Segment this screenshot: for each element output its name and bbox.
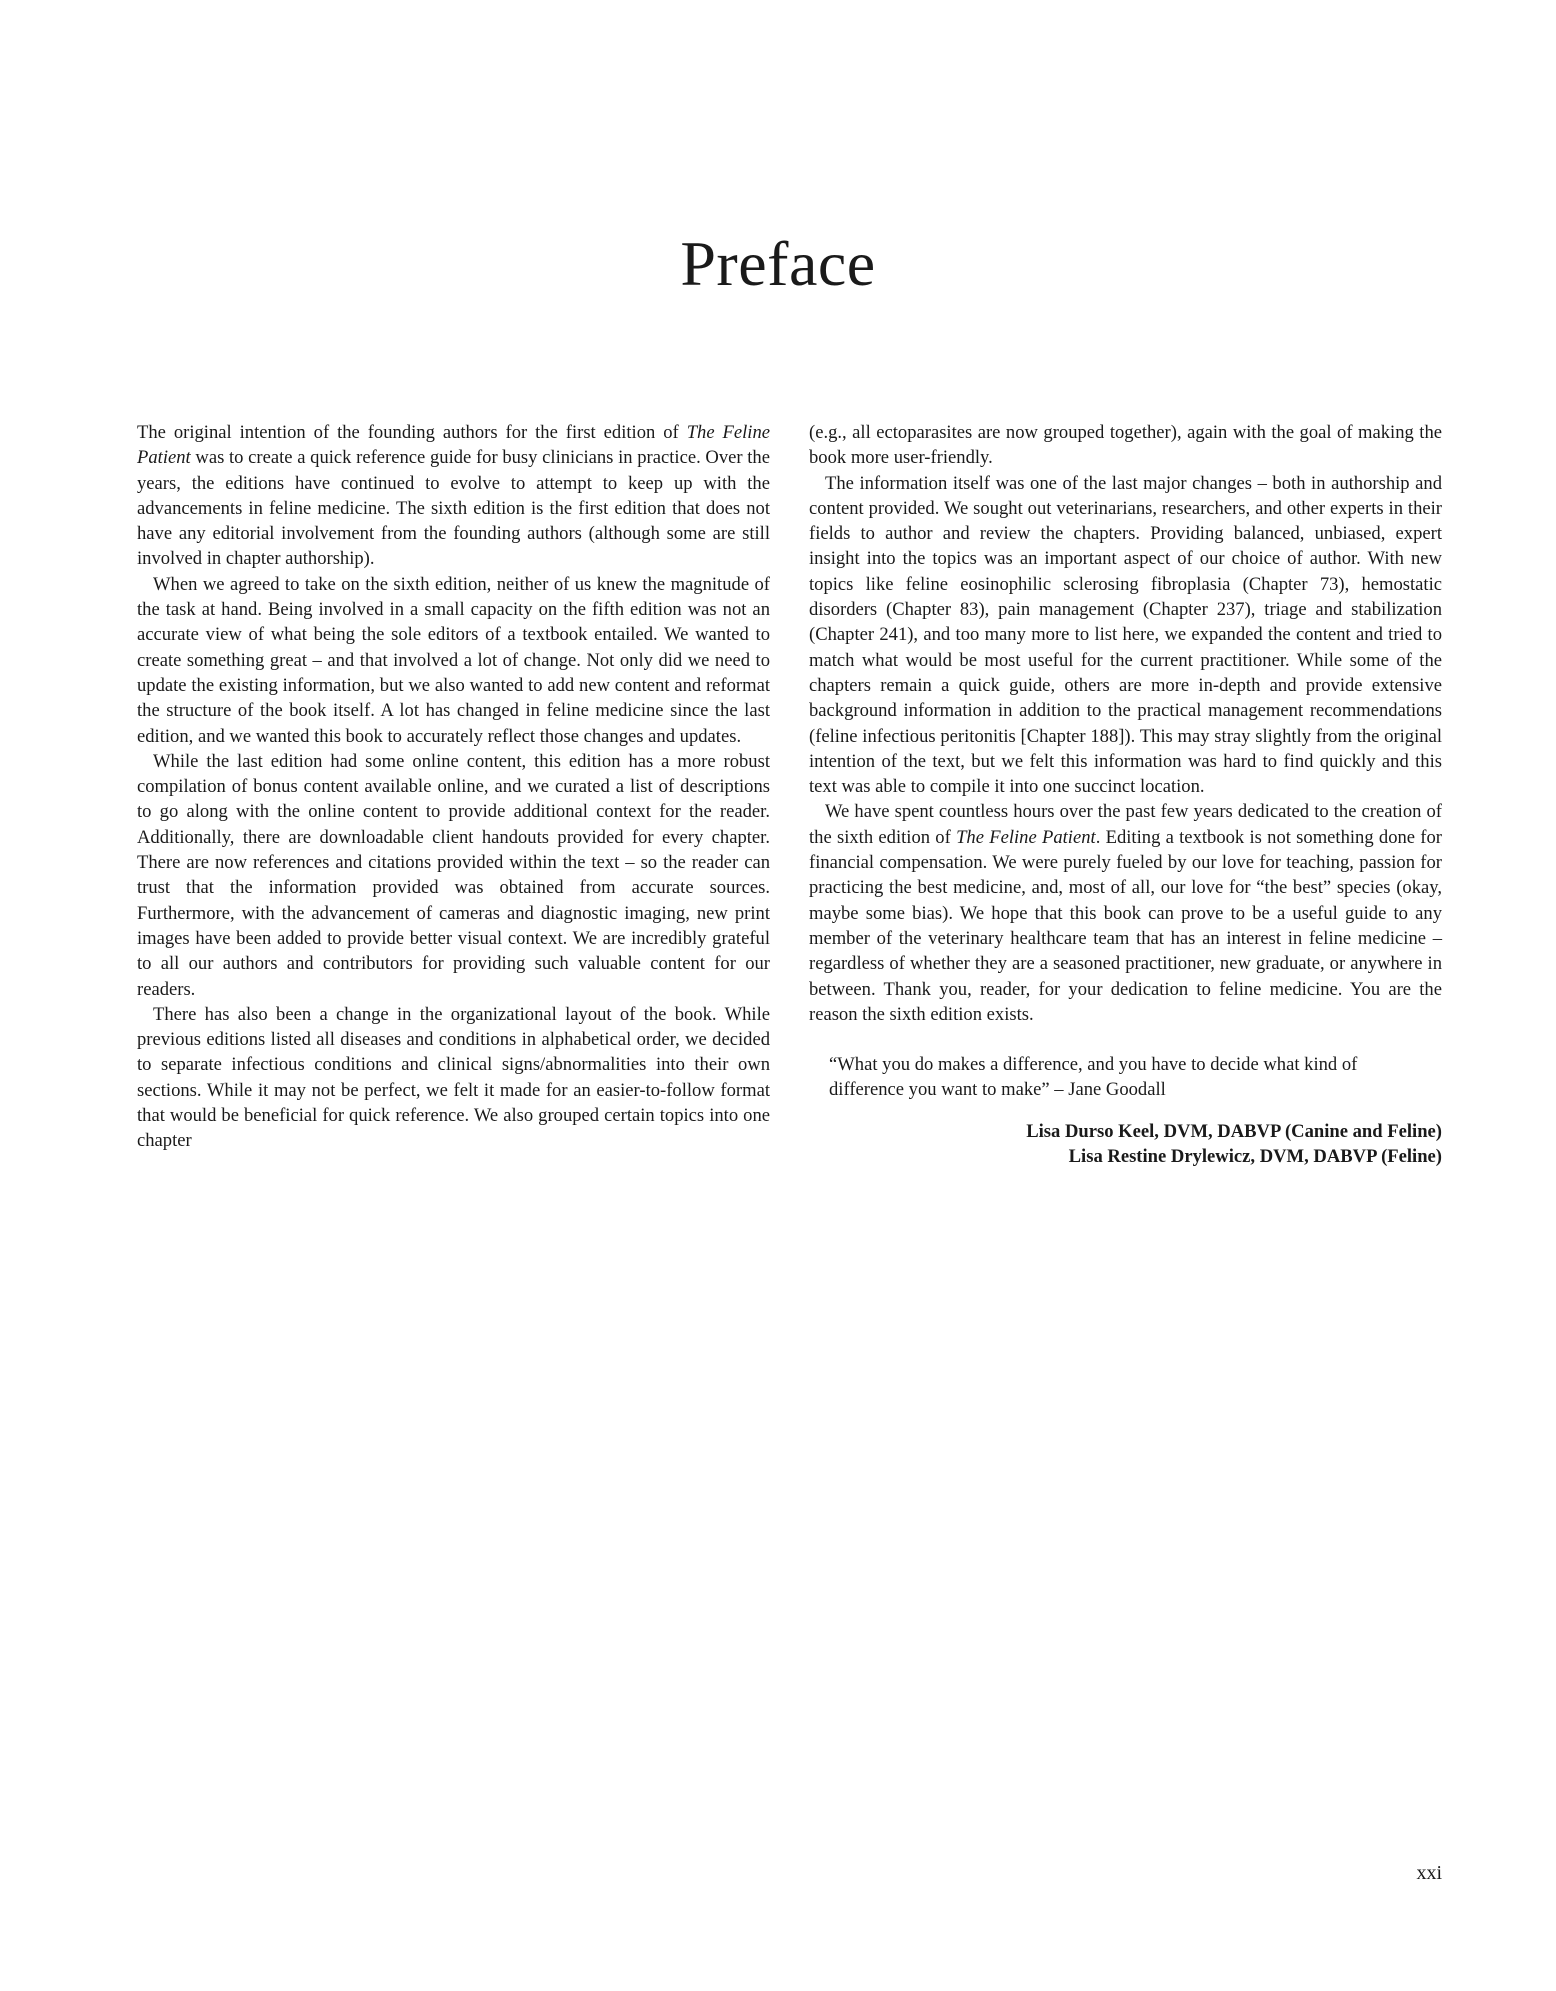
signature-block bbox=[809, 1119, 1442, 1170]
paragraph: There has also been a change in the organizational layout of the book. While previous editions listed all diseases and conditions in alphabetical order, we decided to separate infectious conditions and clinical signs/abnormalities into their own sections. While it may not be perfect, we felt it made for an easier-to-follow format that would be beneficial for quick reference. We also grouped certain topics into one chapter bbox=[137, 1003, 770, 1152]
right-column bbox=[809, 420, 1442, 1169]
paragraph bbox=[809, 799, 1442, 1027]
paragraph: (e.g., all ectoparasites are now grouped together), again with the goal of making the book more user-friendly. bbox=[809, 422, 1442, 469]
book-title-italic: The Feline Patient bbox=[137, 422, 771, 469]
paragraph-text: . Editing a textbook is not something done for financial compensation. We were purely fueled by our love for teaching, passion for practicing the best medicine, and, most of all, our love for “the best” species (okay, maybe some bias). We hope that this book can prove to be a useful guide to any member of the veterinary healthcare team that has an interest in feline medicine – regardless of whether they are a seasoned practitioner, new graduate, or anywhere in between. Thank you, reader, for your dedication to feline medicine. You are the reason the sixth edition exists. bbox=[809, 826, 1442, 1025]
epigraph-quote: “What you do makes a difference, and you have to decide what kind of difference you want to make” – Jane Goodall bbox=[829, 1054, 1358, 1101]
paragraph-text: We have spent countless hours over the past few years dedicated to the creation of the sixth edition of bbox=[809, 801, 1442, 848]
body-columns bbox=[137, 420, 1442, 1169]
book-title-italic: The Feline Patient bbox=[956, 826, 1096, 848]
signature-line: Lisa Durso Keel, DVM, DABVP (Canine and Feline) bbox=[1026, 1120, 1442, 1142]
paragraph-text: was to create a quick reference guide for busy clinicians in practice. Over the years, the editions have continued to evolve to attempt to keep up with the advancements in feline medicine. The sixth edition is the first edition that does not have any editorial involvement from the founding authors (although some are still involved in chapter authorship). bbox=[137, 447, 770, 570]
paragraph bbox=[137, 420, 770, 572]
paragraph: While the last edition had some online content, this edition has a more robust compilation of bonus content available online, and we curated a list of descriptions to go along with the online content to provide additional context for the reader. Additionally, there are downloadable client handouts provided for every chapter. There are now references and citations provided within the text – so the reader can trust that the information provided was obtained from accurate sources. Furthermore, with the advancement of cameras and diagnostic imaging, new print images have been added to provide better visual context. We are incredibly grateful to all our authors and contributors for providing such valuable content for our readers. bbox=[137, 750, 770, 1000]
signature-line: Lisa Restine Drylewicz, DVM, DABVP (Feline) bbox=[1068, 1146, 1442, 1168]
paragraph: When we agreed to take on the sixth edition, neither of us knew the magnitude of the task at hand. Being involved in a small capacity on the fifth edition was not an accurate view of what being the sole editors of a textbook entailed. We wanted to create something great – and that involved a lot of change. Not only did we need to update the existing information, but we also wanted to add new content and reformat the structure of the book itself. A lot has changed in feline medicine since the last edition, and we wanted this book to accurately reflect those changes and updates. bbox=[137, 573, 770, 747]
paragraph: The information itself was one of the last major changes – both in authorship and content provided. We sought out veterinarians, researchers, and other experts in their fields to author and review the chapters. Providing balanced, unbiased, expert insight into the topics was an important aspect of our choice of author. With new topics like feline eosinophilic sclerosing fibroplasia (Chapter 73), hemostatic disorders (Chapter 83), pain management (Chapter 237), triage and stabilization (Chapter 241), and too many more to list here, we expanded the content and tried to match what would be most useful for the current practitioner. While some of the chapters remain a quick guide, others are more in-depth and provide extensive background information in addition to the practical management recommendations (feline infectious peritonitis [Chapter 188]). This may stray slightly from the original intention of the text, but we felt this information was hard to find quickly and this text was able to compile it into one succinct location. bbox=[809, 472, 1442, 798]
left-column bbox=[137, 420, 770, 1169]
page-title: Preface bbox=[680, 228, 876, 299]
paragraph-text: The original intention of the founding authors for the first edition of bbox=[137, 422, 687, 443]
page-number: xxi bbox=[1416, 1862, 1442, 1884]
